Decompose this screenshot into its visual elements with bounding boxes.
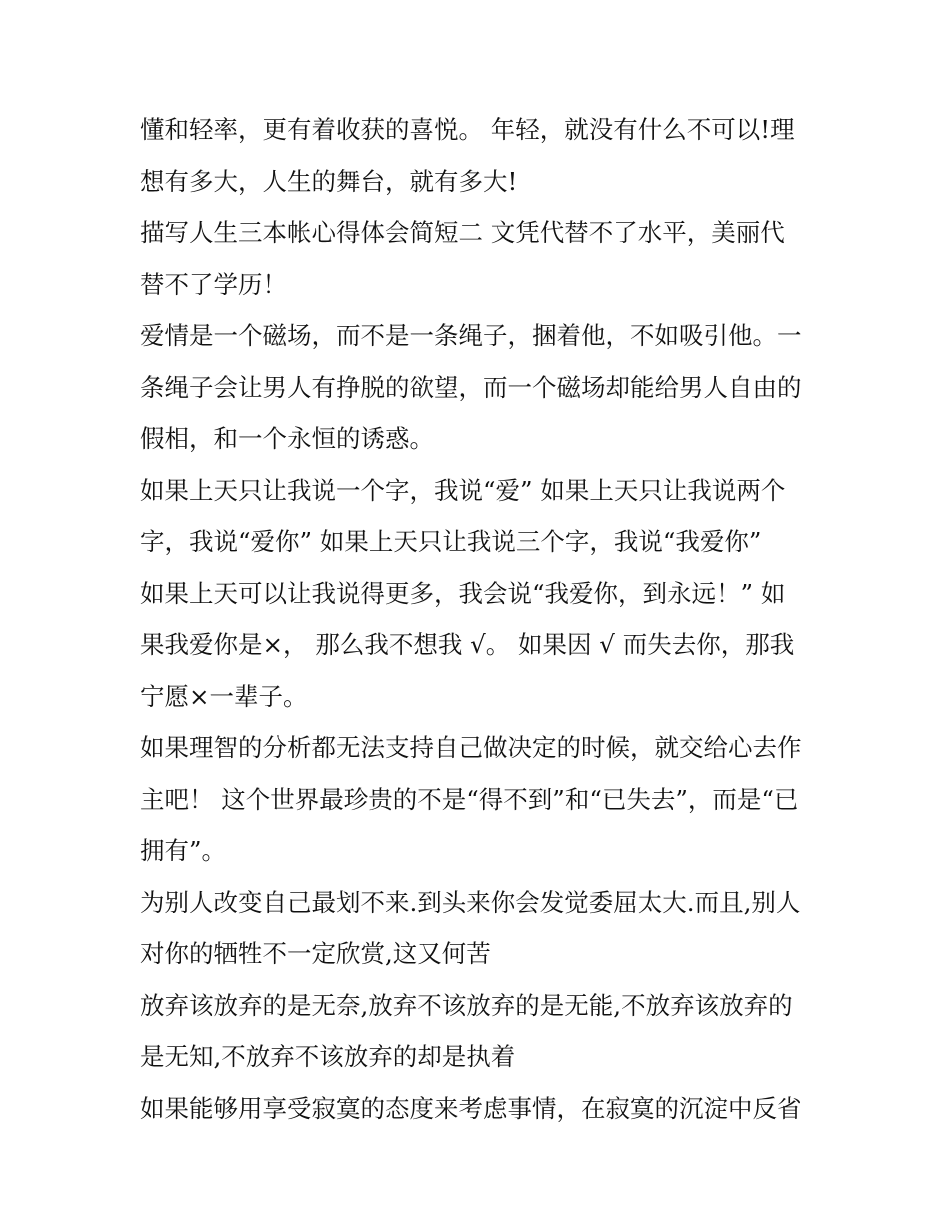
text-line-11: 果我爱你是×， 那么我不想我 √。 如果因 √ 而失去你，那我 (140, 630, 795, 659)
text-line-18: 放弃该放弃的是无奈,放弃不该放弃的是无能,不放弃该放弃的 (140, 990, 793, 1020)
text-line-2: 想有多大，人生的舞台，就有多大! (140, 166, 518, 196)
text-line-5: 爱情是一个磁场，而不是一条绳子，捆着他，不如吸引他。一 (140, 321, 802, 350)
text-line-6: 条绳子会让男人有挣脱的欲望，而一个磁场却能给男人自由的 (140, 372, 802, 402)
text-line-4: 替不了学历！ (140, 269, 287, 299)
text-line-3: 描写人生三本帐心得体会简短二 文凭代替不了水平，美丽代 (140, 218, 785, 247)
text-line-15: 拥有”。 (140, 836, 227, 865)
text-line-16: 为别人改变自己最划不来.到头来你会发觉委屈太大.而且,别人 (140, 887, 801, 917)
text-line-12: 宁愿×一辈子。 (140, 681, 308, 711)
document-body (140, 104, 830, 1134)
text-line-8: 如果上天只让我说一个字，我说“爱” 如果上天只让我说两个 (140, 475, 786, 505)
text-line-1: 懂和轻率，更有着收获的喜悦。 年轻，就没有什么不可以!理 (140, 115, 795, 144)
text-line-9: 字，我说“爱你” 如果上天只让我说三个字，我说“我爱你” (140, 527, 762, 556)
text-line-20: 如果能够用享受寂寞的态度来考虑事情，在寂寞的沉淀中反省 (140, 1093, 802, 1123)
text-line-19: 是无知,不放弃不该放弃的却是执着 (140, 1042, 516, 1071)
text-line-17: 对你的牺牲不一定欣赏,这又何苦 (140, 939, 491, 968)
text-line-10: 如果上天可以让我说得更多，我会说“我爱你，到永远！” 如 (140, 578, 786, 608)
text-line-14: 主吧！ 这个世界最珍贵的不是“得不到”和“已失去”，而是“已 (140, 784, 799, 814)
text-line-7: 假相，和一个永恒的诱惑。 (140, 424, 434, 453)
text-line-13: 如果理智的分析都无法支持自己做决定的时候，就交给心去作 (140, 733, 802, 762)
